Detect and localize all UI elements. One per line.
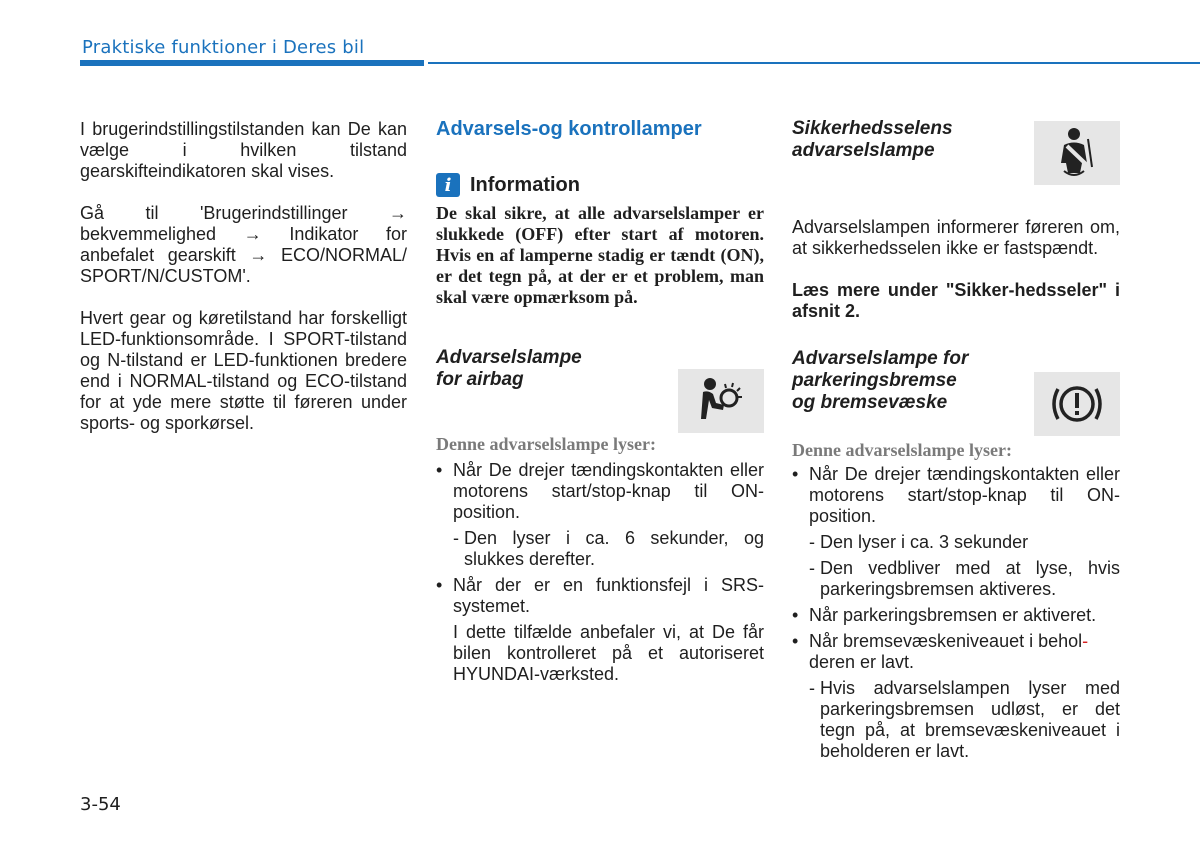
- column-right: [792, 118, 1120, 762]
- airbag-title-line1: Advarselslampe: [436, 347, 582, 368]
- list-item: [792, 631, 1120, 762]
- list-subitem: - Den lyser i ca. 6 sekunder, og slukkes derefter.: [436, 528, 764, 570]
- information-header: [436, 173, 764, 197]
- lights-label: Denne advarselslampe lyser:: [792, 440, 1012, 460]
- seatbelt-title-line2: advarselslampe: [792, 140, 935, 161]
- seatbelt-title-line1: Sikkerhedsselens: [792, 118, 953, 139]
- paragraph-user-settings: I brugerindstillingstilstanden kan De kan vælge i hvilken tilstand gearskifteindikatoren skal vises.: [80, 119, 407, 181]
- airbag-conditions-list: [436, 460, 764, 685]
- brake-warning-icon: [1034, 372, 1120, 436]
- seatbelt-warning-icon: [1034, 121, 1120, 185]
- brake-title-line3: og bremsevæske: [792, 392, 948, 413]
- brake-title-line1: Advarselslampe for: [792, 348, 969, 369]
- list-subitem: - Den vedbliver med at lyse, hvis parkeringsbremsen aktiveres.: [792, 558, 1120, 600]
- brake-conditions-list: [792, 464, 1120, 762]
- list-item: [792, 464, 1120, 600]
- list-item-text: Når der er en funktionsfejl i SRS-systemet.: [453, 575, 764, 616]
- lights-label: Denne advarselslampe lyser:: [436, 434, 656, 454]
- page-number: 3-54: [80, 794, 121, 815]
- section-title: Praktiske funktioner i Deres bil: [82, 37, 365, 58]
- hyphen-mark: -: [1082, 631, 1089, 651]
- column-left: [80, 119, 407, 434]
- seatbelt-description: Advarselslampen informerer føreren om, at sikkerhedsselen ikke er fastspændt.: [792, 217, 1120, 258]
- list-item-text-cont: deren er lavt.: [809, 652, 915, 672]
- list-subitem: - Hvis advarselslampen lyser med parkeringsbremsen udløst, er det tegn på, at bremsevæskeniveauet i beholderen er lavt.: [792, 678, 1120, 762]
- brake-title-line2: parkeringsbremse: [792, 370, 957, 391]
- list-item: [792, 605, 1120, 626]
- list-item-text: Når De drejer tændingskontakten eller motorens start/stop-knap til ON-position.: [453, 460, 764, 522]
- seatbelt-reference: Læs mere under "Sikker-hedsseler" i afsnit 2.: [792, 280, 1120, 321]
- section-heading: Advarsels-og kontrollamper: [436, 118, 702, 140]
- list-item-text: Når bremsevæskeniveauet i behol: [809, 631, 1083, 651]
- list-item: [436, 460, 764, 570]
- information-text: De skal sikre, at alle advarselslamper er slukkede (OFF) efter start af motoren. Hvis en af lamperne stadig er tændt (ON), er det tegn på, at der er et problem, man skal være opmærksom på.: [436, 203, 764, 307]
- list-item-text: Når De drejer tændingskontakten eller motorens start/stop-knap til ON-position.: [809, 464, 1120, 526]
- list-item-note: I dette tilfælde anbefaler vi, at De får bilen kontrolleret på et autoriseret HYUNDAI-værksted.: [453, 622, 764, 684]
- airbag-title-line2: for airbag: [436, 369, 524, 390]
- list-subitem: - Den lyser i ca. 3 sekunder: [792, 532, 1120, 553]
- paragraph-settings-path: Gå til 'Brugerindstillinger → bekvemmelighed → Indikator for anbefalet gearskift → ECO/NORMAL/ SPORT/N/CUSTOM'.: [80, 203, 407, 286]
- header-rule-thin: [428, 62, 1200, 64]
- list-item: [436, 575, 764, 685]
- list-item-text: Når parkeringsbremsen er aktiveret.: [809, 605, 1097, 625]
- header-rule-thick: [80, 60, 424, 66]
- paragraph-led-range: Hvert gear og køretilstand har forskelligt LED-funktionsområde. I SPORT-tilstand og N-tilstand er LED-funktionen bredere end i NORMAL-tilstand og ECO-tilstand for at yde mere støtte til føreren under sports- og sporkørsel.: [80, 308, 407, 433]
- airbag-warning-icon: [678, 369, 764, 433]
- information-title: Information: [470, 173, 580, 196]
- info-icon: i: [436, 173, 460, 197]
